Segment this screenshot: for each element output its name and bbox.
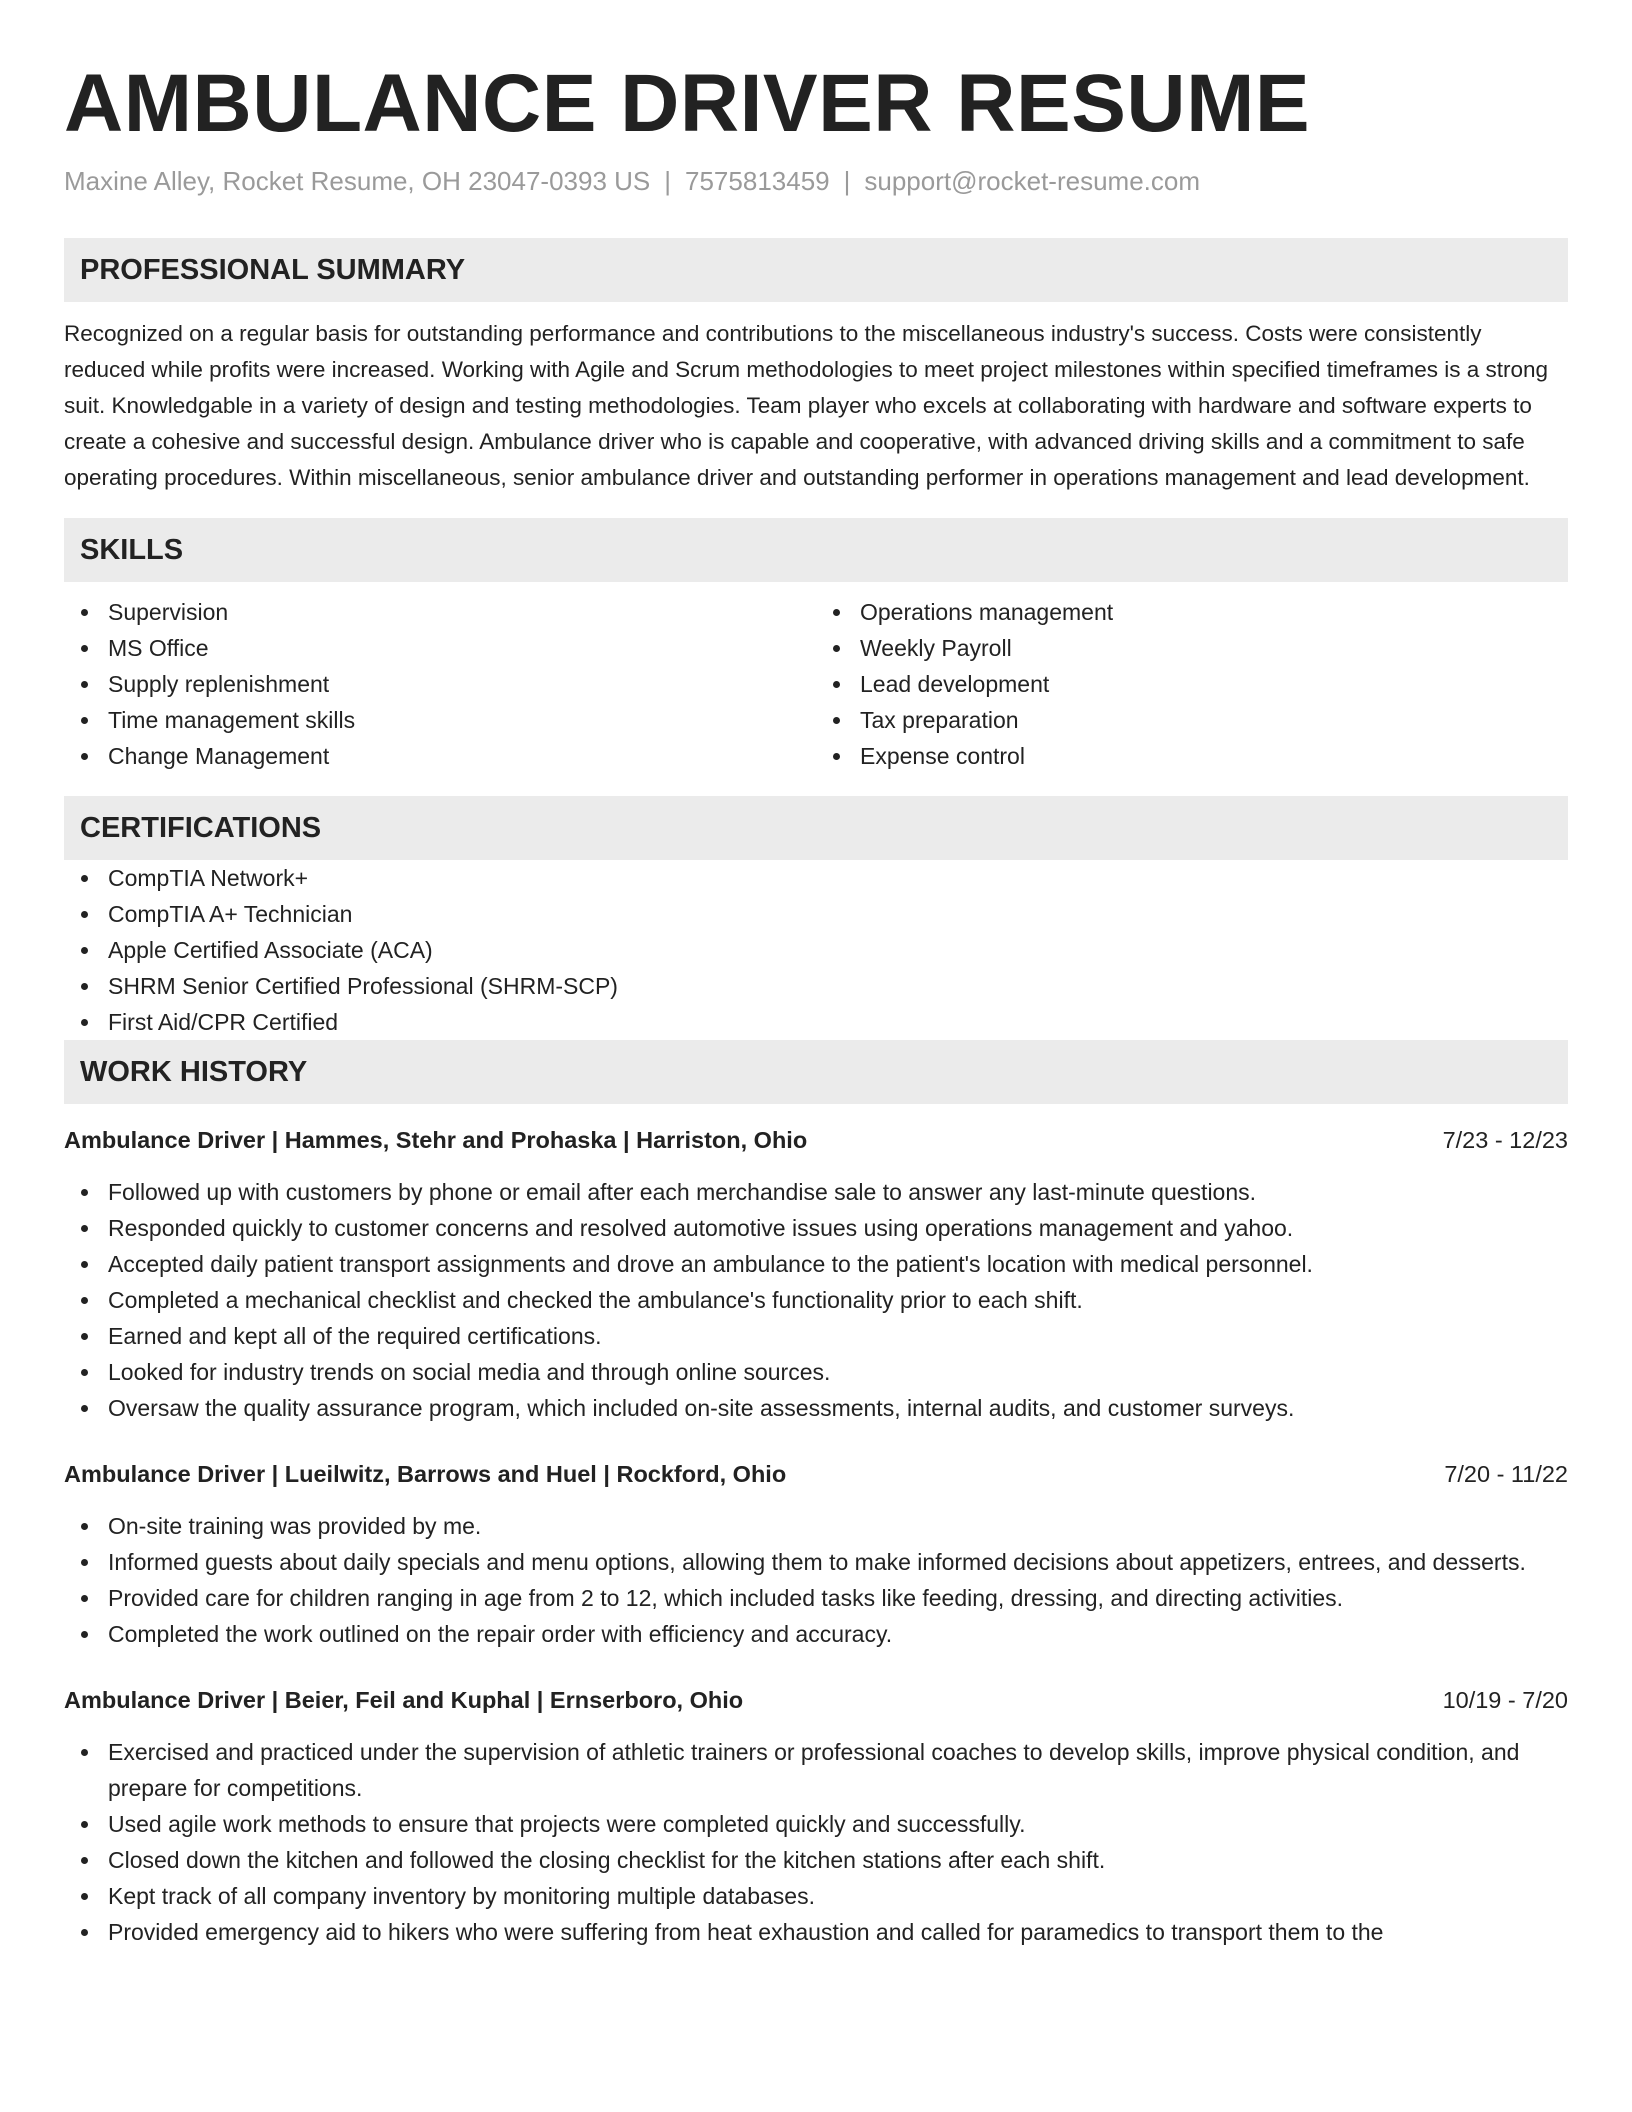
job-dates: 7/23 - 12/23 — [1442, 1127, 1568, 1153]
contact-address: Maxine Alley, Rocket Resume, OH 23047-0393 US — [64, 166, 651, 196]
job-dates: 7/20 - 11/22 — [1444, 1461, 1568, 1487]
summary-text: Recognized on a regular basis for outstanding performance and contributions to the miscellaneous industry's success. Costs were consistently reduced while profits were increased. Working with Agile and Scrum methodologies to meet project milestones within specified timeframes is a strong suit. Knowledgable in a variety of design and testing methodologies. Team player who excels at collaborating with hardware and software experts to create a cohesive and successful design. Ambulance driver who is capable and cooperative, with advanced driving skills and a commitment to safe operating procedures. Within miscellaneous, senior ambulance driver and outstanding performer in operations management and lead development. — [64, 321, 1549, 490]
skills-section — [64, 518, 1568, 774]
contact-email: support@rocket-resume.com — [864, 166, 1201, 196]
job-bullet: Earned and kept all of the required certifications. — [64, 1318, 1568, 1354]
certification-item: Apple Certified Associate (ACA) — [64, 932, 1568, 968]
job-bullet: Accepted daily patient transport assignments and drove an ambulance to the patient's location with medical personnel. — [64, 1246, 1568, 1282]
contact-line — [64, 164, 1568, 198]
skill-item: Tax preparation — [816, 702, 1568, 738]
certification-item: CompTIA A+ Technician — [64, 896, 1568, 932]
job-title: Ambulance Driver | Hammes, Stehr and Prohaska | Harriston, Ohio — [64, 1127, 808, 1153]
job-title: Ambulance Driver | Lueilwitz, Barrows and Huel | Rockford, Ohio — [64, 1461, 787, 1487]
job-bullets — [64, 1508, 1568, 1652]
job-entry — [64, 1122, 1568, 1426]
skill-item: Change Management — [64, 738, 816, 774]
job-bullet: Used agile work methods to ensure that projects were completed quickly and successfully. — [64, 1806, 1568, 1842]
job-bullet: Kept track of all company inventory by monitoring multiple databases. — [64, 1878, 1568, 1914]
job-bullets — [64, 1734, 1568, 1950]
skills-right-list — [816, 594, 1568, 774]
skill-item: Supply replenishment — [64, 666, 816, 702]
job-bullet: Oversaw the quality assurance program, which included on-site assessments, internal audits, and customer surveys. — [64, 1390, 1568, 1426]
contact-phone: 7575813459 — [685, 166, 830, 196]
certification-item: First Aid/CPR Certified — [64, 1004, 1568, 1040]
skill-item: Expense control — [816, 738, 1568, 774]
skill-item: Time management skills — [64, 702, 816, 738]
job-bullet: Followed up with customers by phone or email after each merchandise sale to answer any last-minute questions. — [64, 1174, 1568, 1210]
job-dates: 10/19 - 7/20 — [1442, 1687, 1568, 1713]
certification-item: SHRM Senior Certified Professional (SHRM-SCP) — [64, 968, 1568, 1004]
job-bullet: On-site training was provided by me. — [64, 1508, 1568, 1544]
job-entry — [64, 1456, 1568, 1652]
certification-item: CompTIA Network+ — [64, 860, 1568, 896]
summary-heading: PROFESSIONAL SUMMARY — [64, 238, 1568, 302]
work-history-section — [64, 1040, 1568, 1950]
job-header — [64, 1682, 1568, 1718]
job-bullet: Provided care for children ranging in age from 2 to 12, which included tasks like feeding, dressing, and directing activities. — [64, 1580, 1568, 1616]
skills-left-list — [64, 594, 816, 774]
certifications-list — [64, 860, 1568, 1040]
resume-title: AMBULANCE DRIVER RESUME — [64, 58, 1311, 149]
skill-item: Operations management — [816, 594, 1568, 630]
work-history-heading: WORK HISTORY — [64, 1040, 1568, 1104]
job-bullet: Informed guests about daily specials and menu options, allowing them to make informed decisions about appetizers, entrees, and desserts. — [64, 1544, 1568, 1580]
job-title: Ambulance Driver | Beier, Feil and Kuphal | Ernserboro, Ohio — [64, 1687, 744, 1713]
job-bullet: Exercised and practiced under the supervision of athletic trainers or professional coaches to develop skills, improve physical condition, and prepare for competitions. — [64, 1734, 1568, 1806]
skill-item: Supervision — [64, 594, 816, 630]
summary-section — [64, 238, 1568, 496]
skills-heading: SKILLS — [64, 518, 1568, 582]
certifications-section — [64, 796, 1568, 1040]
job-header — [64, 1122, 1568, 1158]
contact-separator: | — [664, 166, 672, 196]
skills-columns — [64, 594, 1568, 774]
contact-separator: | — [843, 166, 851, 196]
certifications-heading: CERTIFICATIONS — [64, 796, 1568, 860]
job-bullet: Provided emergency aid to hikers who were suffering from heat exhaustion and called for paramedics to transport them to the — [64, 1914, 1568, 1950]
job-bullet: Looked for industry trends on social media and through online sources. — [64, 1354, 1568, 1390]
job-entry — [64, 1682, 1568, 1950]
job-bullets — [64, 1174, 1568, 1426]
job-bullet: Completed a mechanical checklist and checked the ambulance's functionality prior to each shift. — [64, 1282, 1568, 1318]
job-header — [64, 1456, 1568, 1492]
skill-item: Lead development — [816, 666, 1568, 702]
skill-item: MS Office — [64, 630, 816, 666]
job-bullet: Responded quickly to customer concerns and resolved automotive issues using operations management and yahoo. — [64, 1210, 1568, 1246]
skill-item: Weekly Payroll — [816, 630, 1568, 666]
job-bullet: Closed down the kitchen and followed the closing checklist for the kitchen stations after each shift. — [64, 1842, 1568, 1878]
job-bullet: Completed the work outlined on the repair order with efficiency and accuracy. — [64, 1616, 1568, 1652]
